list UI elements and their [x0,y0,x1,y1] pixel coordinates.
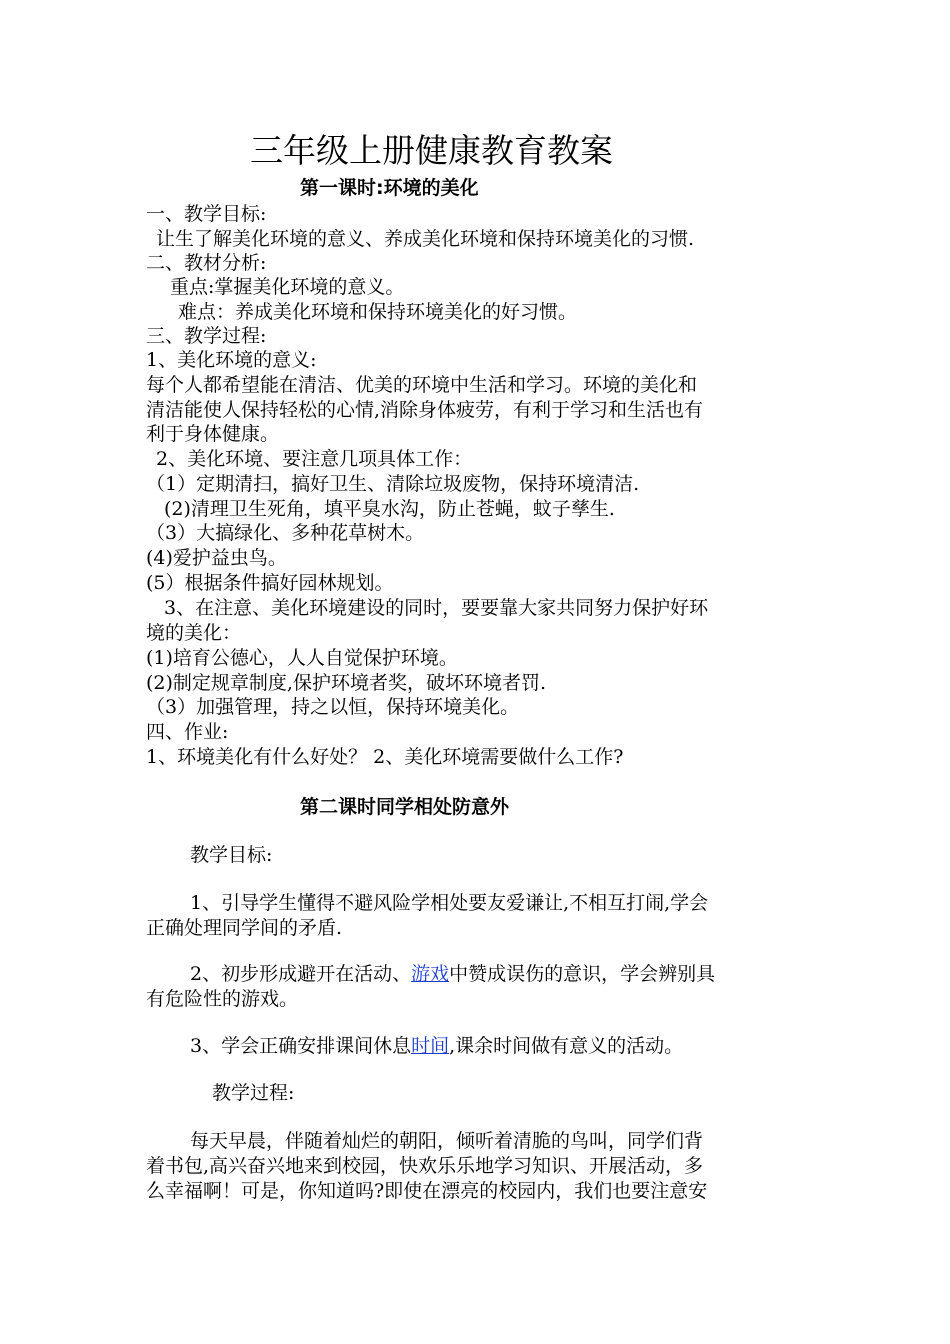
lesson1-line: 二、教材分析: [146,252,267,274]
lesson1-line: 3、在注意、美化环境建设的同时，要要靠大家共同努力保护好环 [164,597,709,619]
objective-1-line: 1、引导学生懂得不避风险学相处要友爱谦让,不相互打闹,学会 [190,892,709,914]
lesson1-line: （3）加强管理，持之以恒，保持环境美化。 [146,696,520,718]
lesson1-line: 四、作业: [146,721,229,743]
lesson1-line: 境的美化： [146,622,242,644]
lesson1-line: (2)制定规章制度,保护环境者奖，破坏环境者罚. [146,672,546,694]
lesson1-line: （1）定期清扫，搞好卫生、清除垃圾废物，保持环境清洁. [146,473,640,495]
objective-2-line [190,962,715,986]
objectives-label: 教学目标: [190,844,273,866]
objective-3-line [190,1034,683,1058]
objective-2-text: 2、初步形成避开在活动、 [190,963,412,985]
document-title: 三年级上册健康教育教案 [250,131,613,170]
paragraph-line: 么幸福啊！可是，你知道吗?即使在漂亮的校园内，我们也要注意安 [146,1180,708,1202]
objective-3-text: ,课余时间做有意义的活动。 [449,1035,684,1057]
process-label: 教学过程: [212,1082,295,1104]
lesson1-line: 每个人都希望能在清洁、优美的环境中生活和学习。环境的美化和 [146,374,698,396]
lesson1-line: (5）根据条件搞好园林规划。 [146,572,394,594]
lesson1-line: 三、教学过程: [146,325,267,347]
lesson1-line: 让生了解美化环境的意义、养成美化环境和保持环境美化的习惯. [156,228,695,250]
objective-2-line: 有危险性的游戏。 [146,988,299,1010]
lesson1-line: (4)爱护益虫鸟。 [146,547,287,569]
lesson2-heading: 第二课时同学相处防意外 [300,796,510,818]
lesson1-line: 难点：养成美化环境和保持环境美化的好习惯。 [178,301,578,323]
lesson1-line: 清洁能使人保持轻松的心情,消除身体疲劳，有利于学习和生活也有 [146,399,704,421]
lesson1-line: 1、美化环境的意义: [146,349,317,371]
lesson1-line: (2)清理卫生死角，填平臭水沟，防止苍蝇，蚊子孳生. [164,498,615,520]
lesson1-line: (1)培育公德心，人人自觉保护环境。 [146,647,458,669]
game-link[interactable]: 游戏 [411,963,450,985]
lesson1-line: 重点:掌握美化环境的意义。 [170,276,405,298]
objective-3-text: 3、学会正确安排课间休息 [190,1035,412,1057]
lesson1-line: （3）大搞绿化、多种花草树木。 [146,522,425,544]
paragraph-line: 着书包,高兴奋兴地来到校园，快欢乐乐地学习知识、开展活动，多 [146,1155,704,1177]
lesson1-line: 一、教学目标: [146,203,267,225]
objective-1-line: 正确处理同学间的矛盾. [146,917,343,939]
lesson1-heading: 第一课时:环境的美化 [300,177,479,199]
paragraph-line: 每天早晨，伴随着灿烂的朝阳，倾听着清脆的鸟叫，同学们背 [190,1130,704,1152]
objective-2-text: 中赞成误伤的意识，学会辨别具 [449,963,716,985]
lesson1-line: 2、美化环境、要注意几项具体工作： [156,448,473,470]
lesson1-line: 1、环境美化有什么好处？ 2、美化环境需要做什么工作? [146,746,624,768]
time-link[interactable]: 时间 [411,1035,450,1057]
lesson1-line: 利于身体健康。 [146,423,280,445]
